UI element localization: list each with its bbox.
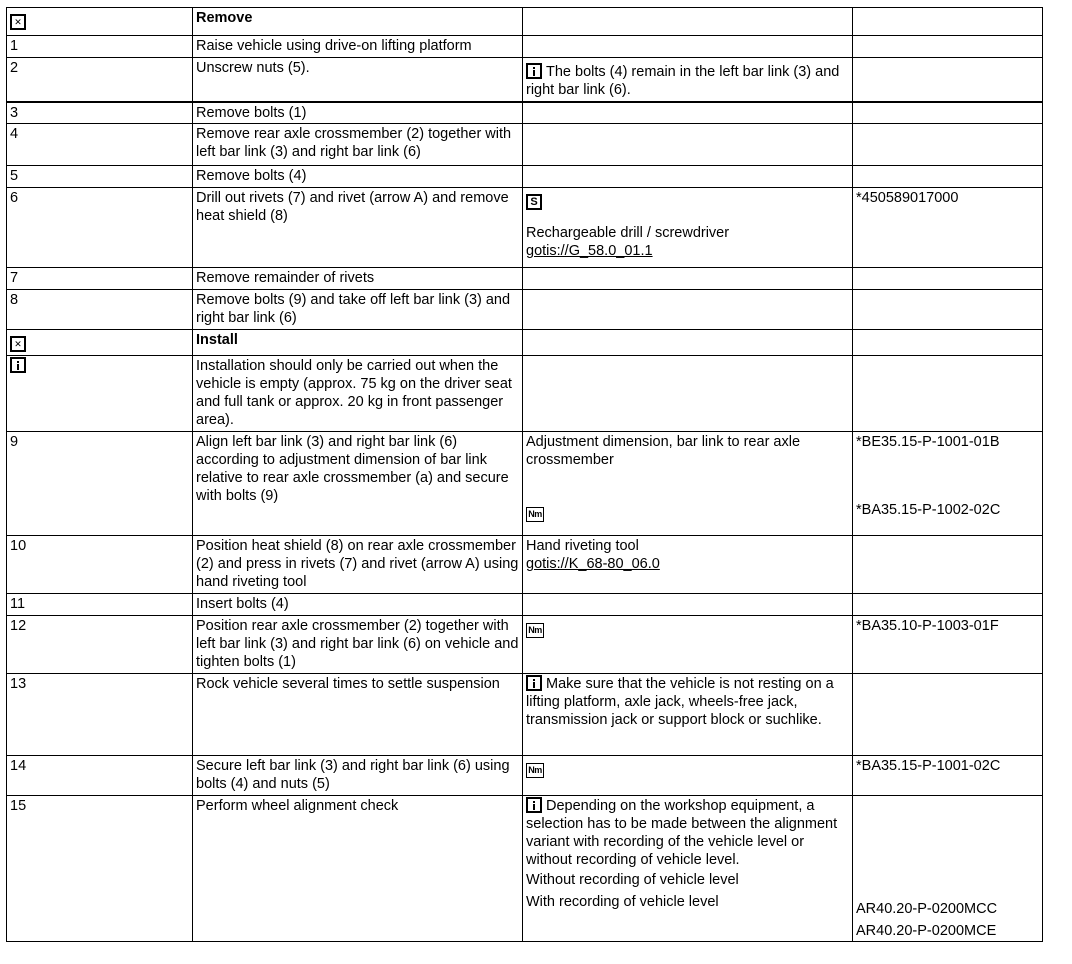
step-number: 10 — [7, 536, 193, 594]
step-text: Remove bolts (9) and take off left bar link (3) and right bar link (6) — [193, 290, 523, 330]
step-number: 7 — [7, 268, 193, 290]
step-text: Align left bar link (3) and right bar link (6) according to adjustment dimension of bar link relative to rear axle crossmember (a) and secure with bolts (9) — [193, 432, 523, 536]
table-row — [7, 290, 1043, 330]
step-number: 13 — [7, 674, 193, 756]
step-text: Remove rear axle crossmember (2) together with left bar link (3) and right bar link (6) — [193, 124, 523, 166]
table-row — [7, 124, 1043, 166]
step-number: 3 — [7, 102, 193, 124]
part-number: *BE35.15-P-1001-01B — [856, 434, 1000, 450]
torque-icon: Nm — [526, 507, 544, 522]
step-number: 15 — [7, 796, 193, 942]
torque-icon: Nm — [526, 763, 544, 778]
table-row — [7, 756, 1043, 796]
table-row — [7, 36, 1043, 58]
step-note: The bolts (4) remain in the left bar link (3) and right bar link (6). — [526, 64, 840, 98]
step-number: 1 — [7, 36, 193, 58]
step-text: Remove remainder of rivets — [193, 268, 523, 290]
table-row — [7, 432, 1043, 536]
step-text: Remove bolts (1) — [193, 102, 523, 124]
step-text: Position rear axle crossmember (2) together with left bar link (3) and right bar link (6) on vehicle and tighten bolts (1) — [193, 616, 523, 674]
part-number[interactable]: AR40.20-P-0200MCC — [856, 901, 998, 917]
step-number: 9 — [7, 432, 193, 536]
table-row — [7, 268, 1043, 290]
step-number: 2 — [7, 58, 193, 102]
step-note: Depending on the workshop equipment, a selection has to be made between the alignment variant with recording of the vehicle level or without recording of vehicle level. — [526, 798, 838, 868]
remove-icon: ✕ — [10, 14, 26, 30]
special-tool-icon: S — [526, 194, 542, 210]
step-number: 8 — [7, 290, 193, 330]
info-icon — [526, 63, 542, 79]
table-row — [7, 58, 1043, 102]
part-number: *BA35.15-P-1002-02C — [856, 502, 1001, 518]
tool-name: Hand riveting tool — [526, 538, 639, 554]
table-row — [7, 796, 1043, 942]
info-icon — [526, 797, 542, 813]
table-row — [7, 166, 1043, 188]
step-text: Position heat shield (8) on rear axle crossmember (2) and press in rivets (7) and rivet (arrow A) using hand riveting tool — [193, 536, 523, 594]
tool-link[interactable]: gotis://K_68-80_06.0 — [526, 556, 660, 572]
part-number: *450589017000 — [853, 188, 1043, 268]
procedure-table — [6, 7, 1043, 942]
step-text: Remove bolts (4) — [193, 166, 523, 188]
step-text: Insert bolts (4) — [193, 594, 523, 616]
tool-name: Rechargeable drill / screwdriver — [526, 225, 730, 241]
remove-header: Remove — [193, 8, 523, 36]
step-text: Raise vehicle using drive-on lifting platform — [193, 36, 523, 58]
step-text: Secure left bar link (3) and right bar link (6) using bolts (4) and nuts (5) — [193, 756, 523, 796]
option-with-level: With recording of vehicle level — [526, 894, 719, 910]
tool-link[interactable]: gotis://G_58.0_01.1 — [526, 243, 653, 259]
option-without-level: Without recording of vehicle level — [526, 872, 739, 888]
table-row — [7, 616, 1043, 674]
install-header: Install — [193, 330, 523, 356]
install-header-row — [7, 330, 1043, 356]
step-text: Drill out rivets (7) and rivet (arrow A) and remove heat shield (8) — [193, 188, 523, 268]
step-number: 5 — [7, 166, 193, 188]
info-icon — [526, 675, 542, 691]
step-number: 12 — [7, 616, 193, 674]
step-number: 4 — [7, 124, 193, 166]
table-row — [7, 674, 1043, 756]
step-note: Make sure that the vehicle is not resting on a lifting platform, axle jack, wheels-free jack, transmission jack or support block or suchlike. — [526, 676, 834, 728]
info-text: Installation should only be carried out when the vehicle is empty (approx. 75 kg on the driver seat and full tank or approx. 20 kg in front passenger area). — [193, 356, 523, 432]
part-number[interactable]: AR40.20-P-0200MCE — [856, 923, 997, 939]
step-text: Unscrew nuts (5). — [193, 58, 523, 102]
table-row — [7, 594, 1043, 616]
step-note: Adjustment dimension, bar link to rear axle crossmember — [526, 434, 801, 468]
step-number: 14 — [7, 756, 193, 796]
torque-icon: Nm — [526, 623, 544, 638]
step-text: Perform wheel alignment check — [193, 796, 523, 942]
install-icon: ✕ — [10, 336, 26, 352]
step-number: 6 — [7, 188, 193, 268]
table-row — [7, 536, 1043, 594]
info-icon — [10, 357, 26, 373]
step-number: 11 — [7, 594, 193, 616]
part-number: *BA35.15-P-1001-02C — [853, 756, 1043, 796]
step-text: Rock vehicle several times to settle suspension — [193, 674, 523, 756]
table-row — [7, 356, 1043, 432]
remove-header-row — [7, 8, 1043, 36]
part-number: *BA35.10-P-1003-01F — [853, 616, 1043, 674]
table-row — [7, 102, 1043, 124]
table-row — [7, 188, 1043, 268]
